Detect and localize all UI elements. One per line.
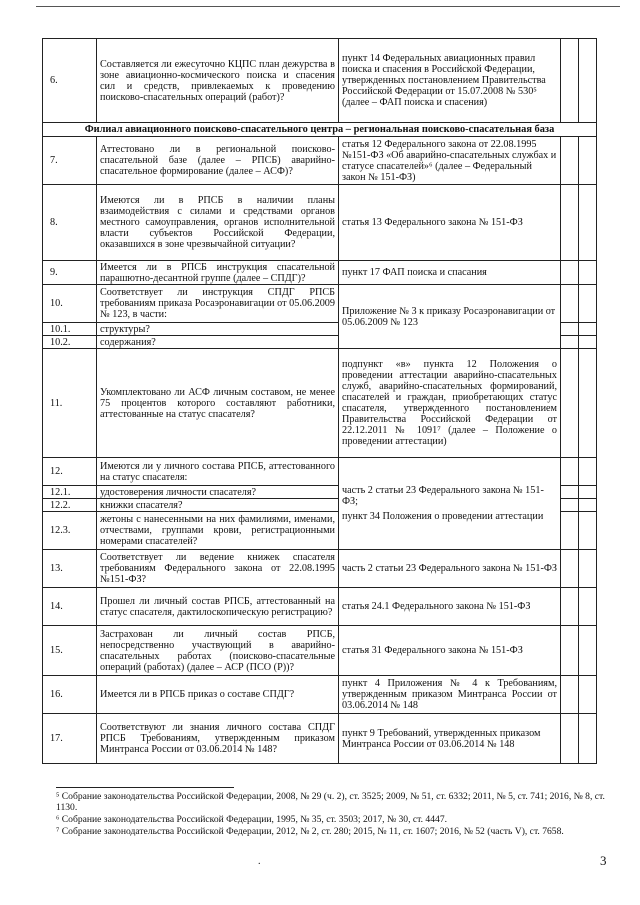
answer-yes-cell	[561, 185, 579, 261]
basis-cell: пункт 17 ФАП поиска и спасания	[339, 261, 561, 285]
page-mark: .	[258, 856, 261, 867]
question-cell: структуры?	[97, 323, 339, 336]
answer-no-cell	[579, 39, 597, 123]
question-cell: удостоверения личности спасателя?	[97, 486, 339, 499]
answer-no-cell	[579, 512, 597, 550]
answer-yes-cell	[561, 486, 579, 499]
row-number: 14.	[43, 588, 97, 626]
basis-cell: часть 2 статьи 23 Федерального закона № 151-ФЗ	[339, 550, 561, 588]
answer-yes-cell	[561, 499, 579, 512]
basis-cell: подпункт «в» пункта 12 Положения о проведении аттестации аварийно-спасательных служб, аварийно-спасательных формирований, спасателей и граждан, приобретающих статус спасателя, утвержденного постановлением Правительства Российской Федерации от 22.12.2011 № 1091⁷ (далее – Положение о проведении аттестации)	[339, 349, 561, 458]
basis-cell: Приложение № 3 к приказу Росаэронавигации от 05.06.2009 № 123	[339, 285, 561, 349]
row-number: 12.2.	[43, 499, 97, 512]
checklist-table	[42, 38, 597, 764]
row-number: 10.	[43, 285, 97, 323]
answer-yes-cell	[561, 336, 579, 349]
top-rule	[36, 6, 620, 7]
answer-yes-cell	[561, 714, 579, 764]
answer-yes-cell	[561, 261, 579, 285]
question-cell: Соответствуют ли знания личного состава СПДГ РПСБ Требованиям, утвержденным приказом Минтранса России от 03.06.2014 № 148?	[97, 714, 339, 764]
answer-no-cell	[579, 676, 597, 714]
question-cell: Составляется ли ежесуточно КЦПС план дежурства в зоне авиационно-космического поиска и спасения сил и средств, привлекаемых к проведению поисково-спасательных операций (работ)?	[97, 39, 339, 123]
answer-yes-cell	[561, 349, 579, 458]
section-title: Филиал авиационного поисково-спасательного центра – региональная поисково-спасательная база	[43, 123, 597, 137]
question-cell: Соответствует ли ведение книжек спасателя требованиям Федерального закона от 22.08.1995 №151-ФЗ?	[97, 550, 339, 588]
question-cell: Имеется ли в РПСБ приказ о составе СПДГ?	[97, 676, 339, 714]
basis-cell: пункт 14 Федеральных авиационных правил поиска и спасения в Российской Федерации, утвержденных постановлением Правительства Российской Федерации от 15.07.2008 № 530⁵ (далее – ФАП поиска и спасения)	[339, 39, 561, 123]
answer-no-cell	[579, 261, 597, 285]
table-row	[43, 137, 597, 185]
table-row	[43, 261, 597, 285]
row-number: 10.2.	[43, 336, 97, 349]
answer-no-cell	[579, 458, 597, 486]
footnote-separator	[56, 787, 234, 788]
table-row	[43, 714, 597, 764]
basis-cell: пункт 4 Приложения № 4 к Требованиям, утвержденным приказом Минтранса России от 03.06.2014 № 148	[339, 676, 561, 714]
answer-yes-cell	[561, 39, 579, 123]
basis-cell: статья 31 Федерального закона № 151-ФЗ	[339, 626, 561, 676]
answer-no-cell	[579, 499, 597, 512]
answer-yes-cell	[561, 626, 579, 676]
answer-yes-cell	[561, 588, 579, 626]
answer-yes-cell	[561, 323, 579, 336]
table-row	[43, 185, 597, 261]
table-row	[43, 285, 597, 323]
answer-yes-cell	[561, 285, 579, 323]
basis-cell: статья 24.1 Федерального закона № 151-ФЗ	[339, 588, 561, 626]
basis-cell	[339, 458, 561, 550]
answer-no-cell	[579, 626, 597, 676]
question-cell: книжки спасателя?	[97, 499, 339, 512]
question-cell: Аттестовано ли в региональной поисково-спасательной базе (далее – РПСБ) аварийно-спасательное формирование (далее – АСФ)?	[97, 137, 339, 185]
question-cell: содержания?	[97, 336, 339, 349]
row-number: 12.1.	[43, 486, 97, 499]
basis-cell: статья 13 Федерального закона № 151-ФЗ	[339, 185, 561, 261]
table-row	[43, 588, 597, 626]
question-cell: Застрахован ли личный состав РПСБ, непосредственно участвующий в аварийно-спасательных работах (поисково-спасательные операций (работах) (далее – АСР (ПСО (Р))?	[97, 626, 339, 676]
row-number: 16.	[43, 676, 97, 714]
answer-no-cell	[579, 323, 597, 336]
table-row	[43, 550, 597, 588]
answer-no-cell	[579, 185, 597, 261]
answer-yes-cell	[561, 512, 579, 550]
table-row	[43, 626, 597, 676]
answer-yes-cell	[561, 137, 579, 185]
row-number: 6.	[43, 39, 97, 123]
row-number: 17.	[43, 714, 97, 764]
section-header-row	[43, 123, 597, 137]
answer-yes-cell	[561, 676, 579, 714]
basis-text-part-1: часть 2 статьи 23 Федерального закона № 151-ФЗ;	[342, 485, 544, 507]
basis-cell: пункт 9 Требований, утвержденных приказом Минтранса России от 03.06.2014 № 148	[339, 714, 561, 764]
question-cell: жетоны с нанесенными на них фамилиями, именами, отчествами, группами крови, регистрационными номерами спасателей?	[97, 512, 339, 550]
answer-yes-cell	[561, 550, 579, 588]
answer-no-cell	[579, 486, 597, 499]
basis-cell: статья 12 Федерального закона от 22.08.1995 №151-ФЗ «Об аварийно-спасательных службах и статусе спасателей»⁶ (далее – Федеральный закон № 151-ФЗ)	[339, 137, 561, 185]
row-number: 15.	[43, 626, 97, 676]
question-cell: Имеются ли у личного состава РПСБ, аттестованного на статус спасателя:	[97, 458, 339, 486]
footnote-5: ⁵ Собрание законодательства Российской Федерации, 2008, № 29 (ч. 2), ст. 3525; 2009, № 51, ст. 6332; 2011, № 5, ст. 741; 2016, № 8, ст. 1130.	[56, 791, 605, 814]
answer-no-cell	[579, 285, 597, 323]
row-number: 8.	[43, 185, 97, 261]
question-cell: Соответствует ли инструкция СПДГ РПСБ требованиям приказа Росаэронавигации от 05.06.2009 № 123, в части:	[97, 285, 339, 323]
answer-no-cell	[579, 714, 597, 764]
answer-yes-cell	[561, 458, 579, 486]
row-number: 10.1.	[43, 323, 97, 336]
table-row	[43, 676, 597, 714]
answer-no-cell	[579, 588, 597, 626]
question-cell: Прошел ли личный состав РПСБ, аттестованный на статус спасателя, дактилоскопическую регистрацию?	[97, 588, 339, 626]
basis-text-part-2: пункт 34 Положения о проведении аттестации	[342, 511, 544, 522]
answer-no-cell	[579, 550, 597, 588]
row-number: 7.	[43, 137, 97, 185]
table-row	[43, 458, 597, 486]
table-row	[43, 349, 597, 458]
row-number: 9.	[43, 261, 97, 285]
question-cell: Имеется ли в РПСБ инструкция спасательной парашютно-десантной группе (далее – СПДГ)?	[97, 261, 339, 285]
footnote-6: ⁶ Собрание законодательства Российской Федерации, 1995, № 35, ст. 3503; 2017, № 30, ст. 4447.	[56, 814, 448, 825]
footnote-7: ⁷ Собрание законодательства Российской Федерации, 2012, № 2, ст. 280; 2015, № 11, ст. 1607; 2016, № 52 (часть V), ст. 7658.	[56, 826, 564, 837]
row-number: 12.3.	[43, 512, 97, 550]
row-number: 12.	[43, 458, 97, 486]
answer-no-cell	[579, 336, 597, 349]
page-number: 3	[600, 853, 607, 868]
question-cell: Укомплектовано ли АСФ личным составом, не менее 75 процентов которого составляют работники, аттестованные на статус спасателя?	[97, 349, 339, 458]
question-cell: Имеются ли в РПСБ в наличии планы взаимодействия с силами и средствами органов местного самоуправления, органов исполнительной власти субъектов Российской Федерации, оказавшихся в зоне чрезвычайной ситуации?	[97, 185, 339, 261]
answer-no-cell	[579, 137, 597, 185]
table-row	[43, 39, 597, 123]
answer-no-cell	[579, 349, 597, 458]
row-number: 13.	[43, 550, 97, 588]
row-number: 11.	[43, 349, 97, 458]
